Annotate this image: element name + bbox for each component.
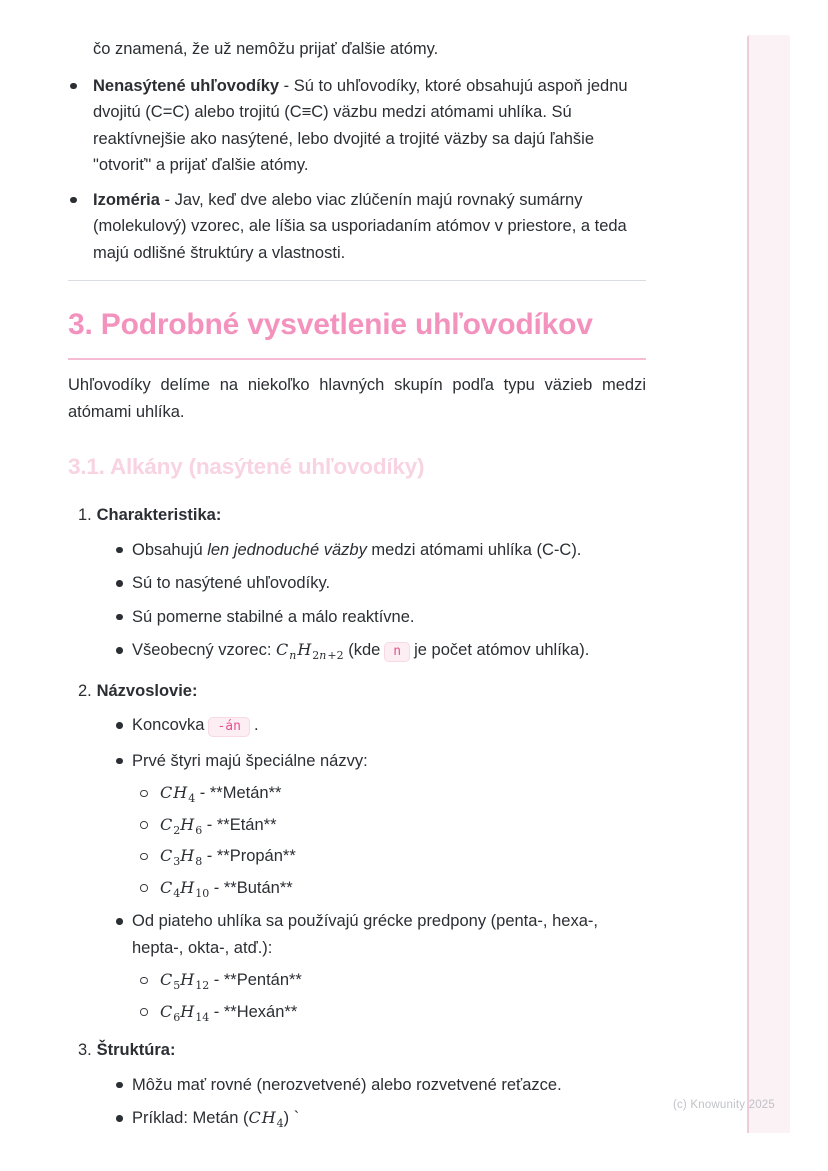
sub-bullet-list — [78, 537, 646, 666]
definition-text: - Jav, keď dve alebo viac zlúčenín majú rovnaký sumárny (molekulový) vzorec, ale líšia sa usporiadaním atómov v priestore, a teda majú odlišné štruktúry a vlastnosti. — [93, 190, 627, 262]
item-text: Prvé štyri majú špeciálne názvy: — [132, 751, 368, 770]
section-heading: 3. Podrobné vysvetlenie uhľovodíkov — [68, 308, 593, 341]
item-title: Názvoslovie: — [96, 681, 198, 700]
item-number: 1. — [78, 506, 92, 524]
list-item — [132, 812, 646, 839]
formula-list — [132, 967, 646, 1025]
item-text: Môžu mať rovné (nerozvetvené) alebo rozvetvené reťazce. — [132, 1075, 562, 1094]
item-text-pre: Koncovka — [132, 716, 205, 734]
compound-name: - **Pentán** — [209, 971, 302, 989]
numbered-outline — [78, 502, 646, 1132]
circle-bullet-icon — [140, 853, 148, 861]
item-text-emphasis: len jednoduché väzby — [207, 540, 367, 559]
list-item — [132, 875, 646, 902]
page-content — [68, 0, 646, 1144]
paragraph-continuation: čo znamená, že už nemôžu prijať ďalšie atómy. — [93, 40, 439, 58]
list-item — [132, 780, 646, 807]
heading-underline — [68, 358, 646, 360]
outline-item-nazvoslovie — [78, 678, 646, 1026]
list-item — [78, 537, 646, 564]
circle-bullet-icon — [140, 1008, 148, 1016]
item-number: 2. — [78, 681, 92, 700]
bullet-icon — [116, 547, 123, 554]
formula-c6h14: $C_6H_{14}$ — [160, 1001, 210, 1024]
bullet-icon — [116, 1082, 123, 1089]
item-text-post: medzi atómami uhlíka (C-C). — [366, 540, 582, 559]
definition-term: Nenasýtené uhľovodíky — [93, 76, 280, 95]
list-item — [78, 637, 646, 666]
formula-ch4: $CH_4$ — [160, 783, 196, 806]
definition-text: - Sú to uhľovodíky, ktoré obsahujú aspoň jednu dvojitú (C=C) alebo trojitú (C≡C) väzbu medzi atómami uhlíka. Sú reaktívnejšie ako nasýtené, lebo dvojité a trojité väzby sa dajú ľahšie "otvoriť" a prijať ďalšie atómy. — [93, 76, 628, 174]
bullet-icon — [116, 614, 123, 621]
formula-cnh2n2: $C_nH_{2n+2}$ — [276, 640, 344, 663]
item-text: Sú to nasýtené uhľovodíky. — [132, 574, 331, 592]
formula-c2h6: $C_2H_6$ — [160, 814, 203, 837]
bullet-icon — [116, 1115, 123, 1122]
list-item — [78, 908, 646, 1025]
list-item-izomeria — [68, 187, 646, 267]
outline-item-heading — [78, 502, 646, 529]
item-text: Od piateho uhlíka sa používajú grécke predpony (penta-, hexa-, hepta-, okta-, atď.): — [132, 912, 598, 957]
item-text-post: . — [253, 716, 259, 734]
list-item-nenasytene — [68, 73, 646, 179]
bullet-icon — [70, 83, 77, 90]
list-item — [78, 712, 646, 741]
compound-name: - **Metán** — [195, 784, 282, 802]
list-item — [132, 999, 646, 1026]
section-divider — [68, 280, 646, 281]
list-item — [78, 1072, 646, 1099]
inline-code-badge: n — [384, 642, 410, 662]
circle-bullet-icon — [140, 977, 148, 985]
inline-code-badge: -án — [208, 717, 249, 737]
list-item — [132, 967, 646, 994]
formula-c5h12: $C_5H_{12}$ — [160, 970, 210, 993]
item-text-mid: (kde — [343, 641, 381, 659]
item-text-pre: Obsahujú — [132, 540, 208, 559]
list-item — [78, 604, 646, 631]
item-text-post: je počet atómov uhlíka). — [414, 641, 590, 659]
formula-c3h8: $C_3H_8$ — [160, 846, 203, 869]
sub-bullet-list — [78, 1072, 646, 1132]
bullet-icon — [116, 722, 123, 729]
outline-item-charakteristika — [78, 502, 646, 666]
next-page-edge — [747, 35, 790, 1133]
formula-list — [132, 780, 646, 901]
circle-bullet-icon — [140, 790, 148, 798]
list-item — [78, 1105, 646, 1132]
outline-item-heading — [78, 678, 646, 705]
compound-name: - **Propán** — [202, 847, 296, 865]
item-text-pre: Príklad: Metán ( — [132, 1109, 249, 1127]
item-title: Charakteristika: — [96, 506, 222, 524]
list-item — [78, 748, 646, 902]
outline-item-struktura — [78, 1037, 646, 1132]
compound-name: - **Hexán** — [209, 1002, 298, 1021]
item-number: 3. — [78, 1041, 92, 1059]
circle-bullet-icon — [140, 884, 148, 892]
list-item — [132, 843, 646, 870]
definition-list — [68, 73, 646, 267]
bullet-icon — [116, 580, 123, 587]
formula-c4h10: $C_4H_{10}$ — [160, 877, 210, 900]
bullet-icon — [116, 758, 123, 765]
formula-ch4: $CH_4$ — [248, 1108, 284, 1131]
item-title: Štruktúra: — [96, 1041, 176, 1059]
compound-name: - **Etán** — [202, 815, 277, 834]
bullet-icon — [116, 918, 123, 925]
item-text-pre: Všeobecný vzorec: — [132, 641, 276, 659]
list-item — [78, 570, 646, 597]
item-text: Sú pomerne stabilné a málo reaktívne. — [132, 607, 415, 626]
compound-name: - **Bután** — [209, 878, 293, 897]
bullet-icon — [70, 197, 77, 204]
circle-bullet-icon — [140, 821, 148, 829]
definition-term: Izoméria — [93, 190, 160, 209]
copyright-footer: (c) Knowunity 2025 — [672, 1099, 775, 1111]
bullet-icon — [116, 647, 123, 654]
section-intro-paragraph: Uhľovodíky delíme na niekoľko hlavných skupín podľa typu väzieb medzi atómami uhlíka. — [68, 376, 646, 421]
subsection-heading: 3.1. Alkány (nasýtené uhľovodíky) — [68, 454, 425, 479]
item-text-post: ) ` — [283, 1109, 300, 1127]
outline-item-heading — [78, 1037, 646, 1064]
sub-bullet-list — [78, 712, 646, 1025]
